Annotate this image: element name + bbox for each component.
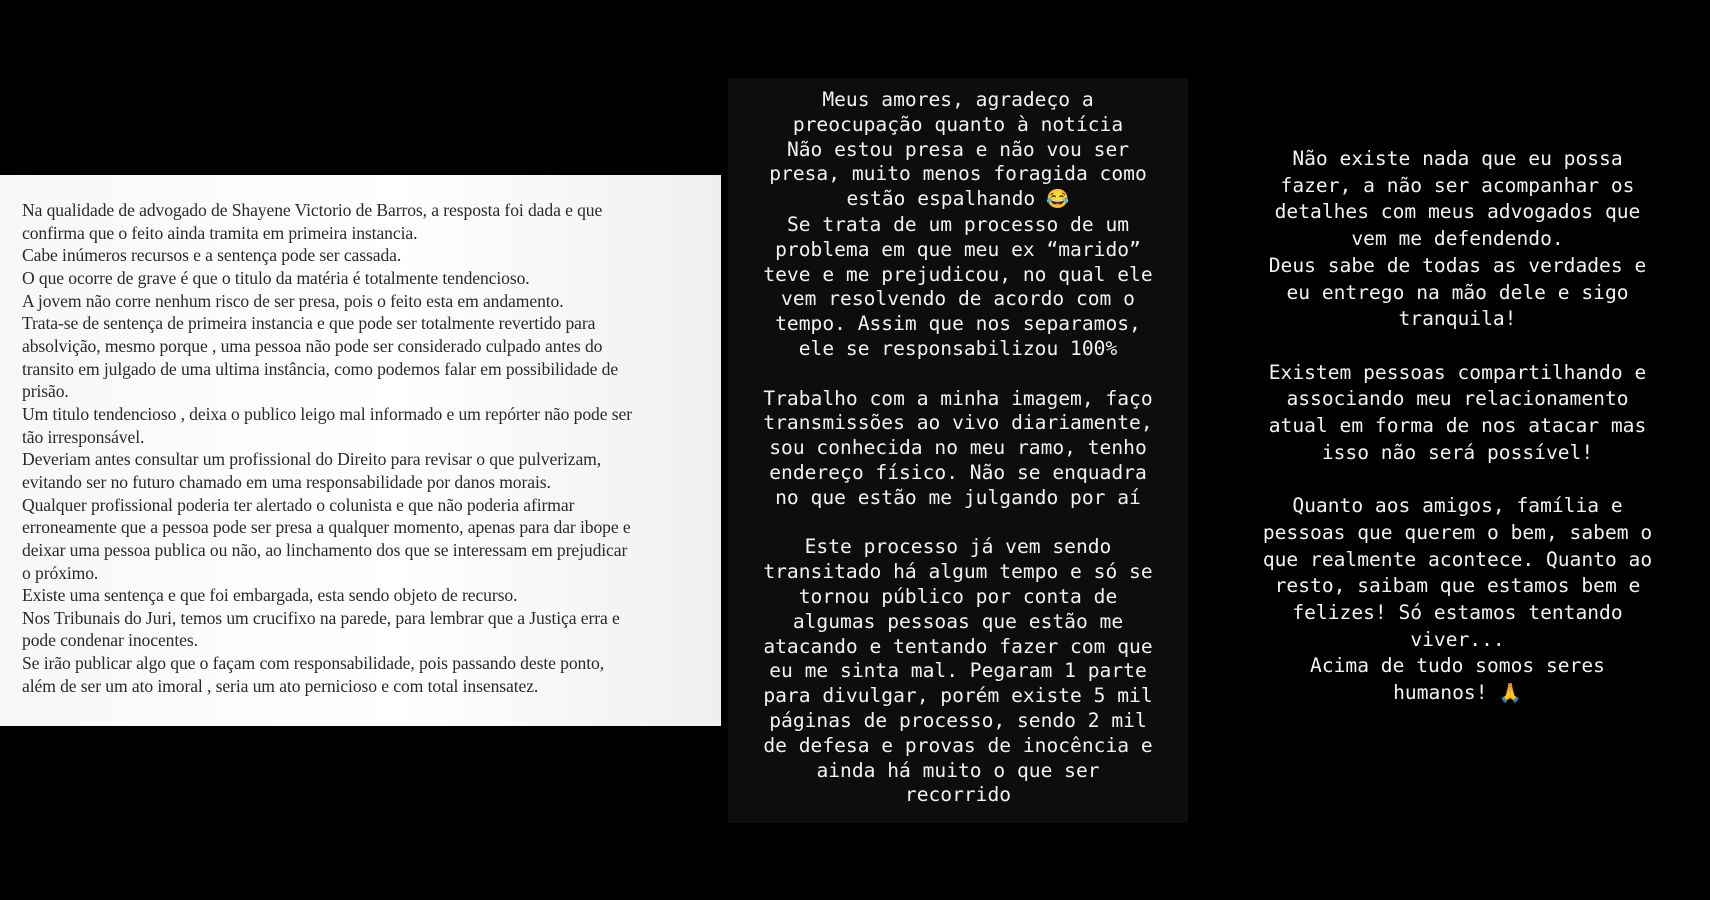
- text-line: isso não será possível!: [1321, 440, 1594, 464]
- text-line: preocupação quanto à notícia: [792, 112, 1124, 136]
- text-line: endereço físico. Não se enquadra: [769, 460, 1147, 484]
- text-line: Deveriam antes consultar um profissional do Direito para revisar o que pulverizam,: [22, 449, 602, 470]
- emoji-icon: 😂: [1035, 189, 1070, 211]
- text-line: resto, saibam que estamos bem e: [1274, 574, 1641, 598]
- text-line: Existem pessoas compartilhando e: [1268, 360, 1647, 384]
- paragraph-gap: [1205, 333, 1710, 360]
- paragraph-gap: [1205, 466, 1710, 493]
- text-line: confirma que o feito ainda tramita em primeira instancia.: [22, 222, 418, 243]
- text-line: prisão.: [22, 381, 69, 402]
- text-line: para divulgar, porém existe 5 mil: [763, 684, 1153, 708]
- text-line: Na qualidade de advogado de Shayene Victorio de Barros, a resposta foi dada e que: [22, 200, 603, 220]
- text-line: pessoas que querem o bem, sabem o: [1262, 520, 1653, 544]
- text-line: recorrido: [904, 783, 1012, 807]
- text-line: no que estão me julgando por aí: [775, 485, 1141, 509]
- text-line: tão irresponsável.: [22, 426, 145, 447]
- emoji-icon: 🙏: [1487, 683, 1522, 705]
- text-line: Se trata de um processo de um: [786, 212, 1130, 236]
- text-line: viver...: [1410, 627, 1505, 651]
- text-line: felizes! Só estamos tentando: [1292, 600, 1623, 624]
- text-line: Existe uma sentença e que foi embargada, esta sendo objeto de recurso.: [22, 585, 518, 606]
- text-line: Trata-se de sentença de primeira instancia e que pode ser totalmente revertido para: [22, 313, 596, 334]
- story-text-right: [1205, 146, 1710, 708]
- text-line: além de ser um ato imoral , seria um ato pernicioso e com total insensatez.: [22, 675, 539, 696]
- text-line: A jovem não corre nenhum risco de ser presa, pois o feito esta em andamento.: [22, 290, 564, 311]
- text-line: vem me defendendo.: [1351, 227, 1564, 251]
- text-line: tranquila!: [1398, 307, 1517, 331]
- text-line: Não estou presa e não vou ser: [786, 137, 1130, 161]
- text-line: Quanto aos amigos, família e: [1292, 494, 1623, 518]
- text-line: páginas de processo, sendo 2 mil: [769, 708, 1147, 732]
- text-line: detalhes com meus advogados que: [1274, 200, 1641, 224]
- text-line: humanos! 🙏: [1393, 681, 1522, 705]
- text-line: ele se responsabilizou 100%: [798, 336, 1118, 360]
- text-line: associando meu relacionamento: [1286, 387, 1629, 411]
- text-line: O que ocorre de grave é que o titulo da matéria é totalmente tendencioso.: [22, 267, 530, 288]
- text-line: o próximo.: [22, 562, 99, 583]
- text-line: algumas pessoas que estão me: [792, 609, 1124, 633]
- text-line: de defesa e provas de inocência e: [763, 733, 1153, 757]
- text-line: tornou público por conta de: [798, 584, 1118, 608]
- story-panel-right: [1205, 78, 1710, 823]
- text-line: problema em que meu ex “marido”: [775, 237, 1141, 261]
- text-line: vem resolvendo de acordo com o: [781, 287, 1135, 311]
- text-line: atacando e tentando fazer com que: [763, 634, 1153, 658]
- text-line: estão espalhando 😂: [846, 187, 1070, 211]
- text-line: fazer, a não ser acompanhar os: [1280, 173, 1635, 197]
- text-line: teve e me prejudicou, no qual ele: [763, 262, 1153, 286]
- lawyer-statement-panel: [0, 175, 721, 726]
- text-line: ainda há muito o que ser: [816, 758, 1100, 782]
- paragraph-gap: [728, 362, 1188, 387]
- text-line: deixar uma pessoa publica ou não, ao linchamento dos que se interessam em prejudicar: [22, 539, 628, 560]
- text-line: transmissões ao vivo diariamente,: [763, 411, 1153, 435]
- text-line: Nos Tribunais do Juri, temos um crucifixo na parede, para lembrar que a Justiça erra e: [22, 607, 620, 628]
- text-line: absolvição, mesmo porque , uma pessoa não pode ser considerado culpado antes do: [22, 335, 603, 356]
- text-line: eu entrego na mão dele e sigo: [1286, 280, 1629, 304]
- text-line: tempo. Assim que nos separamos,: [775, 312, 1141, 336]
- text-line: atual em forma de nos atacar mas: [1268, 414, 1647, 438]
- text-line: Acima de tudo somos seres: [1310, 654, 1605, 678]
- text-line: que realmente acontece. Quanto ao: [1262, 547, 1653, 571]
- story-panel-middle: [728, 78, 1188, 823]
- text-line: evitando ser no futuro chamado em uma responsabilidade por danos morais.: [22, 471, 551, 492]
- lawyer-statement-text: [22, 199, 721, 697]
- text-line: erroneamente que a pessoa pode ser presa a qualquer momento, apenas para dar ibope e: [22, 517, 631, 538]
- text-line: Se irão publicar algo que o façam com responsabilidade, pois passando deste ponto,: [22, 653, 605, 674]
- text-line: transitado há algum tempo e só se: [763, 560, 1153, 584]
- text-line: Um titulo tendencioso , deixa o publico leigo mal informado e um repórter não pode ser: [22, 403, 632, 424]
- text-line: Cabe inúmeros recursos e a sentença pode ser cassada.: [22, 245, 402, 266]
- text-line: sou conhecida no meu ramo, tenho: [769, 436, 1147, 460]
- text-line: Qualquer profissional poderia ter alertado o colunista e que não poderia afirmar: [22, 494, 575, 515]
- text-line: Trabalho com a minha imagem, faço: [763, 386, 1153, 410]
- text-line: Deus sabe de todas as verdades e: [1268, 253, 1647, 277]
- text-line: Este processo já vem sendo: [804, 535, 1112, 559]
- text-line: Meus amores, agradeço a: [822, 88, 1094, 111]
- text-line: pode condenar inocentes.: [22, 630, 198, 651]
- text-line: presa, muito menos foragida como: [769, 162, 1147, 186]
- text-line: eu me sinta mal. Pegaram 1 parte: [769, 659, 1147, 683]
- paragraph-gap: [728, 511, 1188, 536]
- text-line: transito em julgado de uma ultima instância, como podemos falar em possibilidade de: [22, 358, 619, 379]
- text-line: Não existe nada que eu possa: [1292, 147, 1623, 170]
- story-text-middle: [728, 88, 1188, 808]
